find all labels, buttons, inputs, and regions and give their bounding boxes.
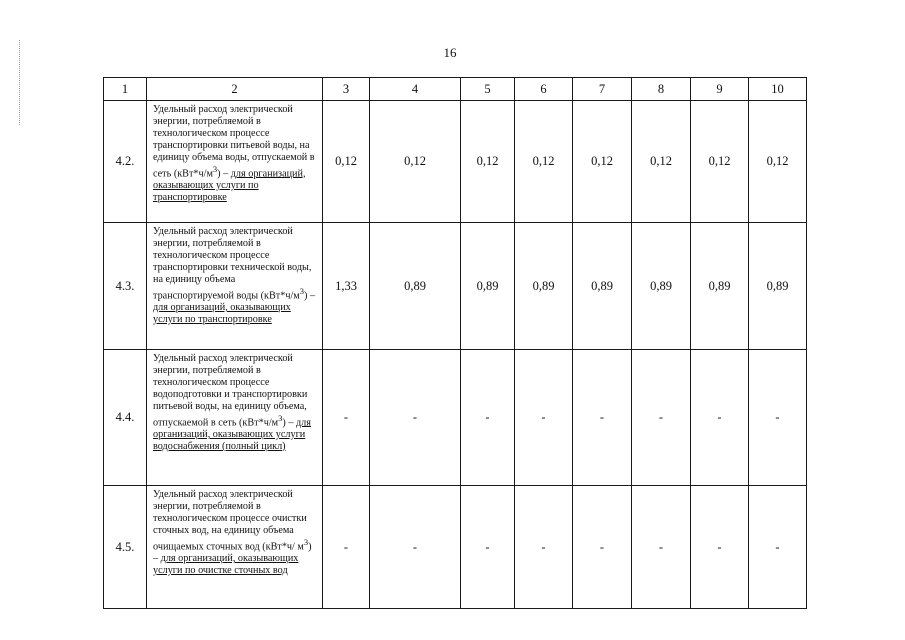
value-cell: 0,12 [749,101,807,223]
data-table [103,77,807,609]
description-tail: ) – [153,541,312,564]
value-cell: - [515,350,573,486]
header-cell: 5 [461,78,515,101]
value-cell: 0,89 [632,223,691,350]
description-underlined: для организаций, оказывающих услуги по транспортировке [153,167,306,203]
header-cell: 3 [323,78,370,101]
value-cell: - [749,486,807,609]
superscript: 3 [278,412,283,423]
description-text: Удельный расход электрической энергии, потребляемой в технологическом процессе транспортировки питьевой воды, на единицу объема воды, отпускаемой в сеть (кВт*ч/м [153,104,315,179]
superscript: 3 [299,285,305,296]
row-description [147,223,323,350]
table-row [104,223,807,350]
value-cell: - [632,486,691,609]
row-description [147,101,323,223]
description-text: Удельный расход электрической энергии, потребляемой в технологическом процессе транспортировки технической воды, на единицу объема транспортируемой воды (кВт*ч/м [153,226,312,301]
value-cell: - [573,486,632,609]
table-row [104,101,807,223]
row-label: 4.2. [104,101,147,223]
row-description [147,350,323,486]
header-cell: 6 [515,78,573,101]
table-row [104,486,807,609]
description-underlined: для организаций, оказывающих услуги водоснабжения (полный цикл) [153,416,311,452]
header-cell: 2 [147,78,323,101]
value-cell: 0,12 [461,101,515,223]
value-cell: - [370,486,461,609]
value-cell: - [691,350,749,486]
margin-scan-line [19,40,20,125]
description-text: Удельный расход электрической энергии, потребляемой в технологическом процессе водоподготовки и транспортировки питьевой воды, на единицу объема, отпускаемой в сеть (кВт*ч/м [153,353,308,428]
description-underlined: для организаций, оказывающих услуги по очистке сточных вод [153,552,299,576]
value-cell: 0,89 [461,223,515,350]
value-cell: 0,12 [323,101,370,223]
header-row [104,78,807,101]
value-cell: 0,89 [749,223,807,350]
value-cell: 0,12 [691,101,749,223]
table-row [104,350,807,486]
value-cell: - [749,350,807,486]
value-cell: 0,89 [691,223,749,350]
value-cell: - [461,350,515,486]
value-cell: 0,12 [632,101,691,223]
row-label: 4.4. [104,350,147,486]
header-cell: 4 [370,78,461,101]
description-tail: ) – [282,416,294,428]
value-cell: - [370,350,461,486]
description-underlined: для организаций, оказывающих услуги по транспортировке [153,301,291,325]
value-cell: - [691,486,749,609]
value-cell: 0,89 [515,223,573,350]
description-tail: ) – [304,289,316,301]
superscript: 3 [303,536,309,547]
row-label: 4.5. [104,486,147,609]
header-cell: 9 [691,78,749,101]
value-cell: - [461,486,515,609]
page-number: 16 [443,45,457,60]
row-description [147,486,323,609]
value-cell: 1,33 [323,223,370,350]
value-cell: 0,89 [573,223,632,350]
value-cell: 0,12 [573,101,632,223]
value-cell: - [632,350,691,486]
value-cell: - [323,486,370,609]
value-cell: - [323,350,370,486]
value-cell: 0,89 [370,223,461,350]
header-cell: 1 [104,78,147,101]
description-tail: ) – [217,167,229,179]
value-cell: - [515,486,573,609]
header-cell: 7 [573,78,632,101]
description-text: Удельный расход электрической энергии, потребляемой в технологическом процессе очистки сточных вод, на единицу объема очищаемых сточных вод (кВт*ч/ м [153,489,307,553]
header-cell: 10 [749,78,807,101]
value-cell: 0,12 [515,101,573,223]
value-cell: 0,12 [370,101,461,223]
row-label: 4.3. [104,223,147,350]
header-cell: 8 [632,78,691,101]
value-cell: - [573,350,632,486]
superscript: 3 [212,163,218,174]
